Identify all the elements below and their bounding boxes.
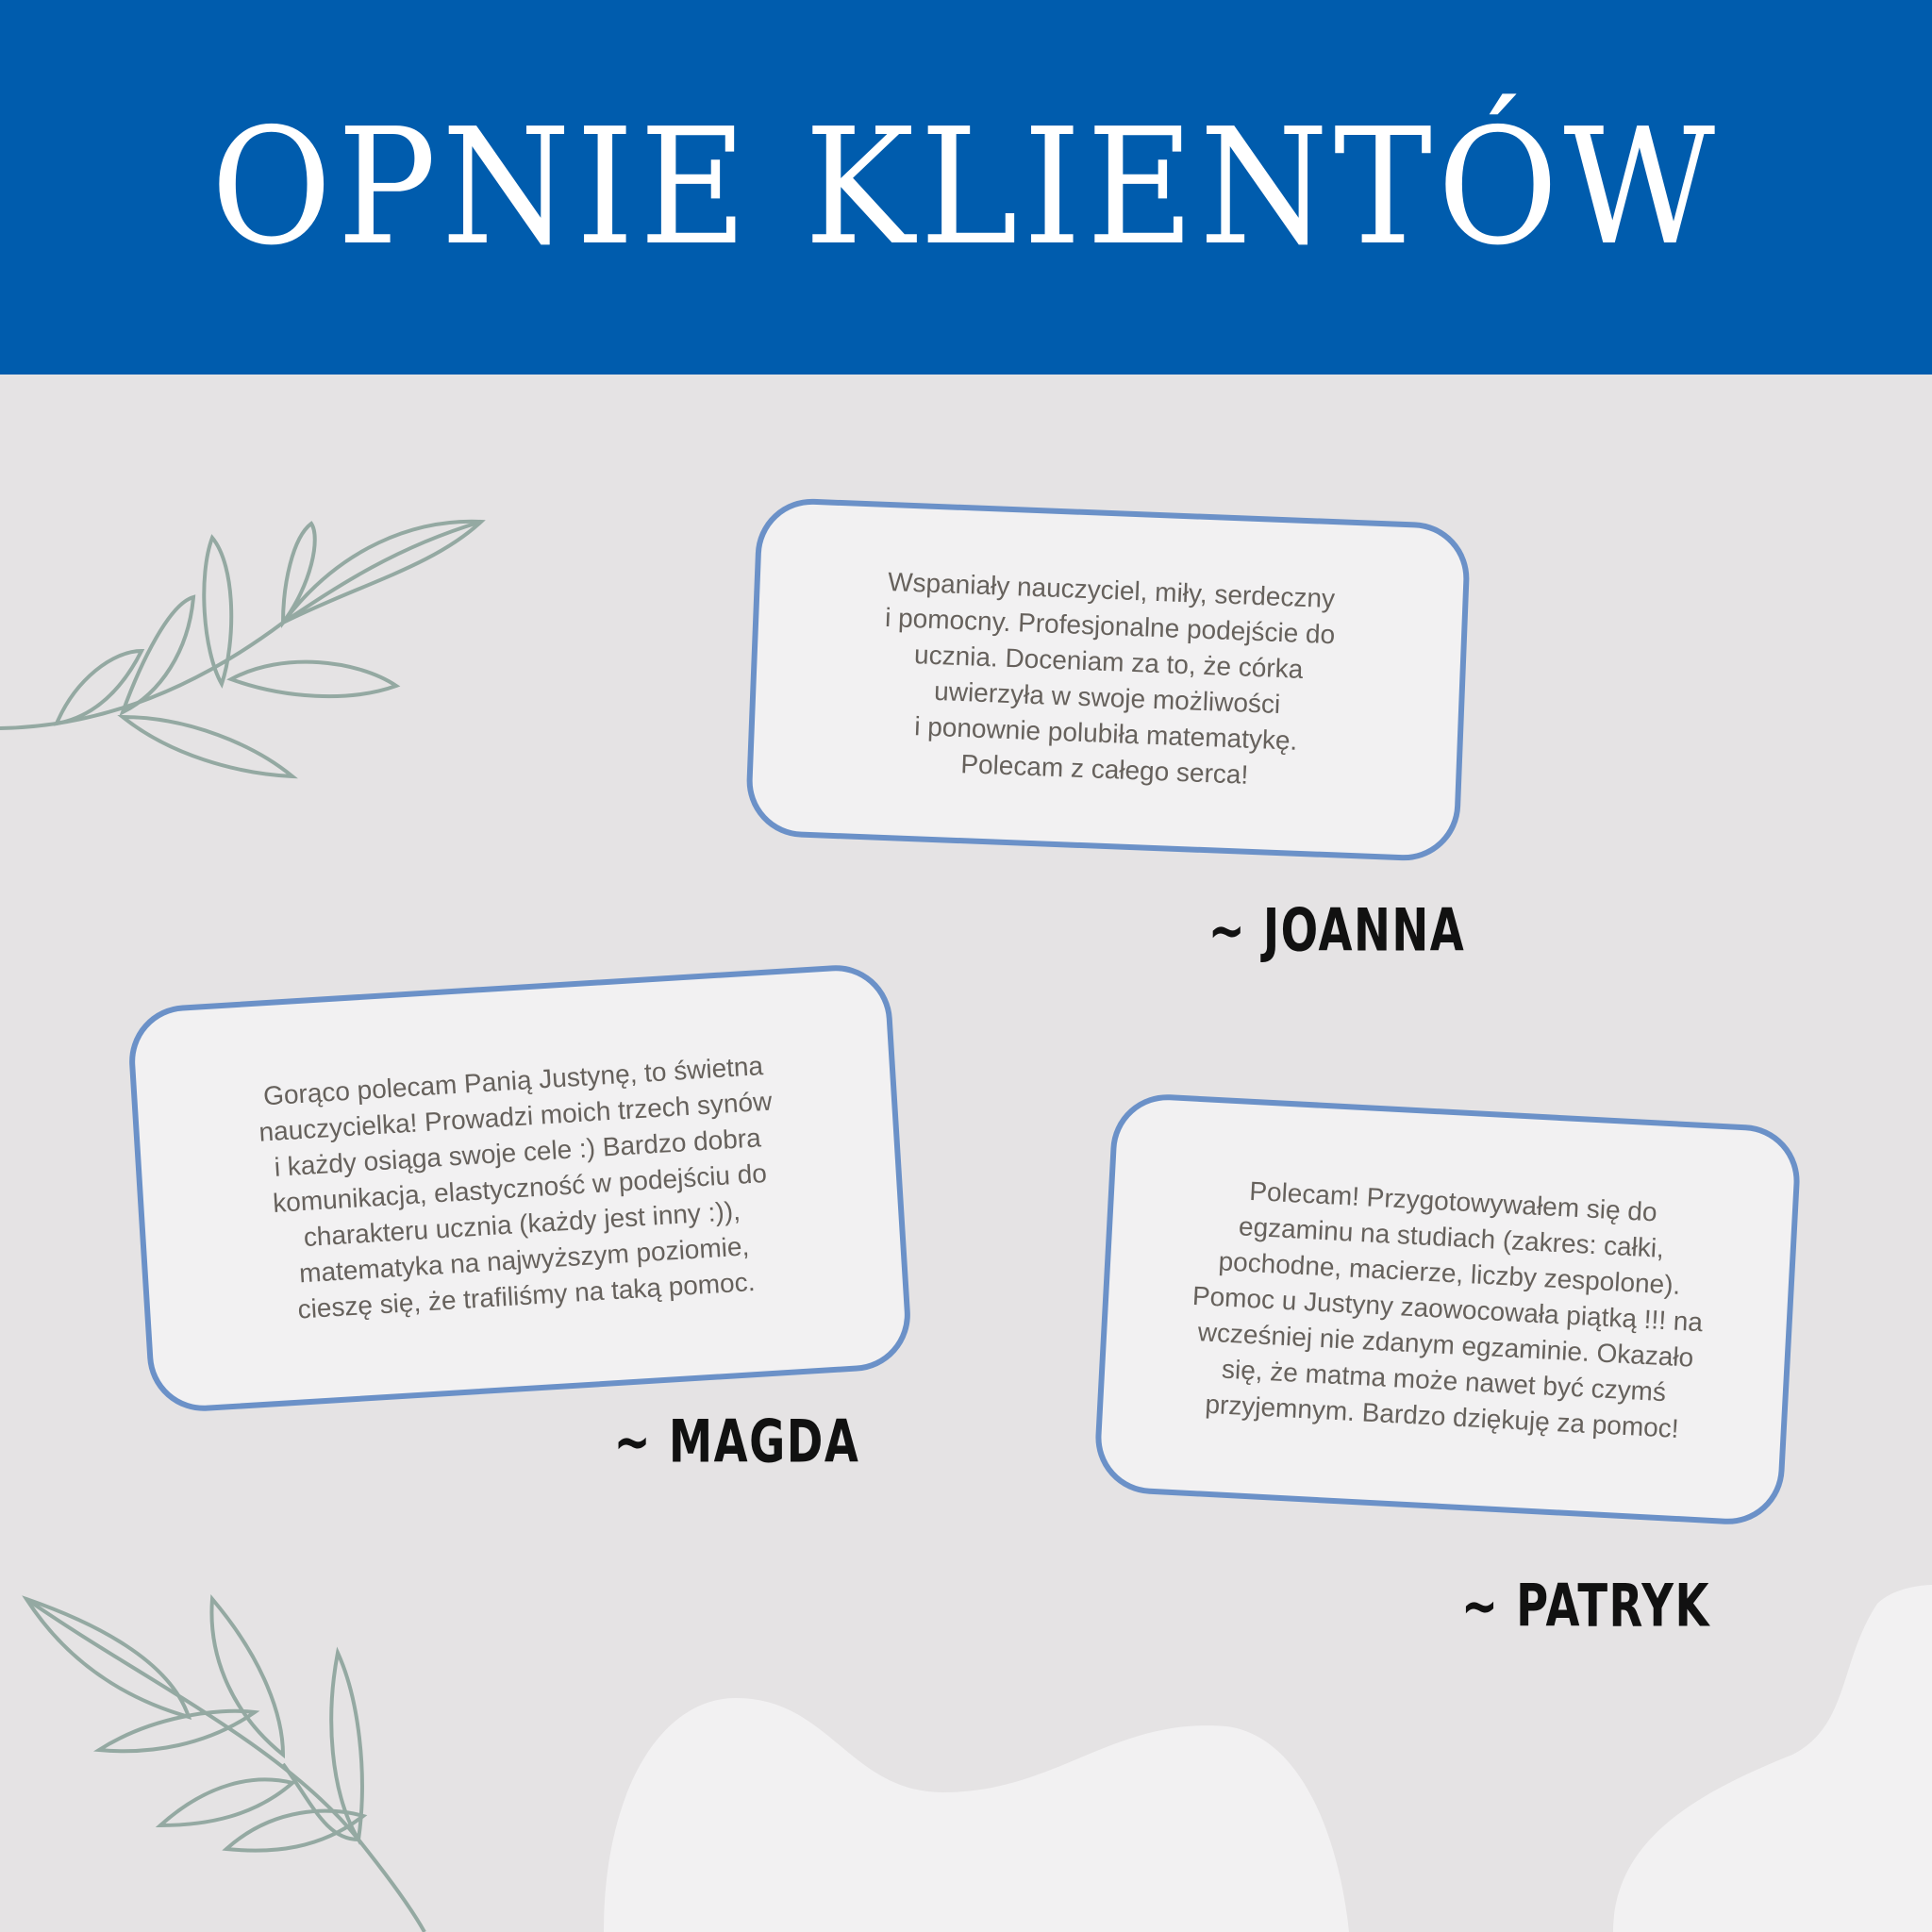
leaf-branch-icon	[26, 1599, 425, 1932]
blob-shape	[604, 1698, 1349, 1932]
testimonial-text: Gorąco polecam Panią Justynę, to świetna nauczycielka! Prowadzi moich trzech synów i każdy osiąga swoje cele :) Bardzo dobra komunikacja, elastyczność w podejściu do charakteru ucznia (każdy jest inny :)), matematyka na najwyższym poziomie, cieszę się, że trafiliśmy na taką pomoc.	[258, 1050, 774, 1324]
page-title: OPNIE KLIENTÓW	[210, 93, 1722, 281]
testimonial-text: Wspaniały nauczyciel, miły, serdeczny i pomocny. Profesjonalne podejście do ucznia. Doceniam za to, że córka uwierzyła w swoje możliwości i ponownie polubiła matematykę. Polecam z całego serca!	[884, 566, 1336, 790]
testimonial-card-magda	[126, 962, 914, 1415]
testimonial-author: ~ JOANNA	[1208, 895, 1466, 965]
testimonial-author: ~ PATRYK	[1460, 1571, 1711, 1641]
leaf-branch-icon	[0, 522, 481, 776]
testimonial-text: Polecam! Przygotowywałem się do egzaminu na studiach (zakres: całki, pochodne, macierze, liczby zespolone). Pomoc u Justyny zaowocowała piątką !!! na wcześniej nie zdanym egzaminie. Okazało się, że matma może nawet być czymś przyjemnym. Bardzo dziękuję za pomoc!	[1191, 1175, 1704, 1443]
testimonial-card-joanna	[744, 497, 1471, 863]
testimonial-author: ~ MAGDA	[613, 1407, 860, 1476]
testimonial-card-patryk	[1092, 1091, 1802, 1527]
